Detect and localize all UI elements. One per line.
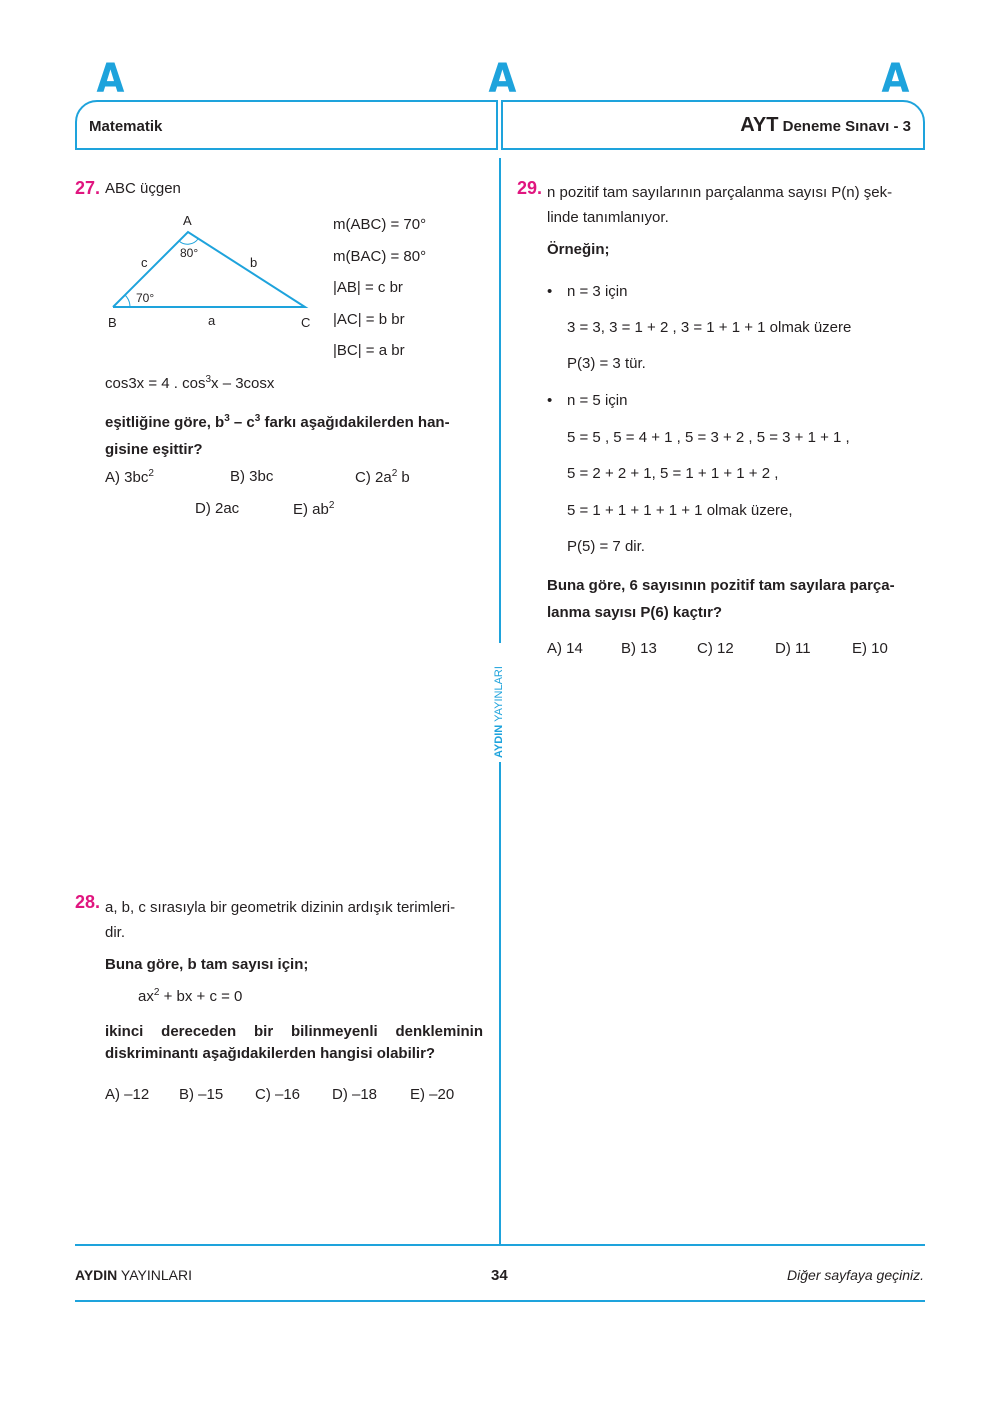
q29-line: P(5) = 7 dir.: [567, 538, 645, 555]
subject-title: Matematik: [89, 118, 163, 135]
given: m(ABC) = 70°: [333, 216, 427, 233]
booklet-letter-left: A: [96, 56, 125, 102]
column-divider: [499, 158, 501, 643]
q29-line: 5 = 1 + 1 + 1 + 1 + 1 olmak üzere,: [567, 502, 793, 519]
column-divider: [499, 762, 501, 1246]
q28-question: ikinci dereceden bir bilinmeyenli denkleminin: [105, 1023, 483, 1040]
q28-option-b[interactable]: B) –15: [179, 1086, 224, 1103]
given: |AC| = b br: [333, 311, 405, 328]
q28-text: a, b, c sırasıyla bir geometrik dizinin ardışık terimleri- dir.: [105, 899, 456, 941]
q29-line: 5 = 5 , 5 = 4 + 1 , 5 = 3 + 2 , 5 = 3 + 1 + 1 ,: [567, 429, 850, 446]
q28-bold1: Buna göre, b tam sayısı için;: [105, 956, 309, 973]
q27-option-b[interactable]: B) 3bc: [230, 468, 274, 485]
footer-top-rule: [75, 1244, 925, 1246]
q29-line: 3 = 3, 3 = 1 + 2 , 3 = 1 + 1 + 1 olmak üzere: [567, 319, 852, 336]
q29-option-a[interactable]: A) 14: [547, 640, 583, 657]
q29-question: Buna göre, 6 sayısının pozitif tam sayılara parça- lanma sayısı P(6) kaçtır?: [547, 577, 895, 621]
q28-option-c[interactable]: C) –16: [255, 1086, 301, 1103]
q28-option-e[interactable]: E) –20: [410, 1086, 455, 1103]
subject-header: [75, 100, 498, 150]
side-publisher-label: AYDIN YAYINLARI: [493, 666, 505, 758]
q27-intro: ABC üçgen: [105, 180, 181, 197]
q29-line: P(3) = 3 tür.: [567, 355, 646, 372]
angle-a-arc: [179, 239, 198, 244]
q29-case-5: n = 5 için: [567, 392, 628, 409]
q28-option-d[interactable]: D) –18: [332, 1086, 378, 1103]
given: m(BAC) = 80°: [333, 248, 427, 265]
q28-option-a[interactable]: A) –12: [105, 1086, 150, 1103]
question-number-29: 29.: [517, 178, 543, 198]
q29-option-c[interactable]: C) 12: [697, 640, 734, 657]
booklet-letter-center: A: [488, 56, 517, 102]
triangle-figure: [100, 205, 320, 335]
vertex-b: B: [108, 315, 117, 330]
question-number-28: 28.: [75, 892, 101, 912]
q27-option-d[interactable]: D) 2ac: [195, 500, 240, 517]
booklet-letter-right: A: [881, 56, 910, 102]
q27-question: eşitliğine göre, $b^3 - c^3$ farkı aşağıdakilerden han- gisine eşittir?: [105, 413, 450, 458]
q27-equation: cos3x = 4 . $\cos^3x - 3\cos x$: [105, 374, 275, 392]
q27-option-c[interactable]: C) $2a^2$ b: [355, 468, 410, 486]
q29-option-e[interactable]: E) 10: [852, 640, 888, 657]
angle-b-label: 70°: [136, 291, 155, 305]
side-c: c: [141, 255, 148, 270]
bullet: •: [547, 283, 553, 300]
page-number: 34: [491, 1267, 508, 1284]
q29-line: 5 = 2 + 2 + 1, 5 = 1 + 1 + 1 + 2 ,: [567, 465, 779, 482]
exam-header: [501, 100, 925, 150]
side-a: a: [208, 313, 216, 328]
q27-option-a[interactable]: A) $3bc^2$: [105, 468, 154, 486]
q29-case-3: n = 3 için: [567, 283, 628, 300]
q29-option-b[interactable]: B) 13: [621, 640, 657, 657]
exam-title: AYT Deneme Sınavı - 3: [740, 114, 911, 136]
q27-option-e[interactable]: E) $ab^2$: [293, 500, 335, 518]
given: |AB| = c br: [333, 279, 403, 296]
angle-a-label: 80°: [180, 246, 199, 260]
footer-bottom-rule: [75, 1300, 925, 1302]
q28-question-2: diskriminantı aşağıdakilerden hangisi olabilir?: [105, 1045, 436, 1062]
given: |BC| = a br: [333, 342, 405, 359]
next-page-note: Diğer sayfaya geçiniz.: [787, 1267, 924, 1283]
vertex-c: C: [301, 315, 311, 330]
angle-b-arc: [125, 295, 130, 307]
q29-ornegin: Örneğin;: [547, 241, 610, 258]
side-b: b: [250, 255, 258, 270]
vertex-a: A: [183, 213, 192, 228]
question-number-27: 27.: [75, 178, 101, 198]
q29-text: n pozitif tam sayılarının parçalanma sayısı P(n) şek- linde tanımlanıyor.: [547, 184, 893, 226]
q29-option-d[interactable]: D) 11: [775, 640, 811, 657]
q28-equation: $ax^2$ + bx + c = 0: [138, 987, 243, 1005]
bullet: •: [547, 392, 553, 409]
footer-publisher: AYDIN YAYINLARI: [75, 1267, 192, 1283]
